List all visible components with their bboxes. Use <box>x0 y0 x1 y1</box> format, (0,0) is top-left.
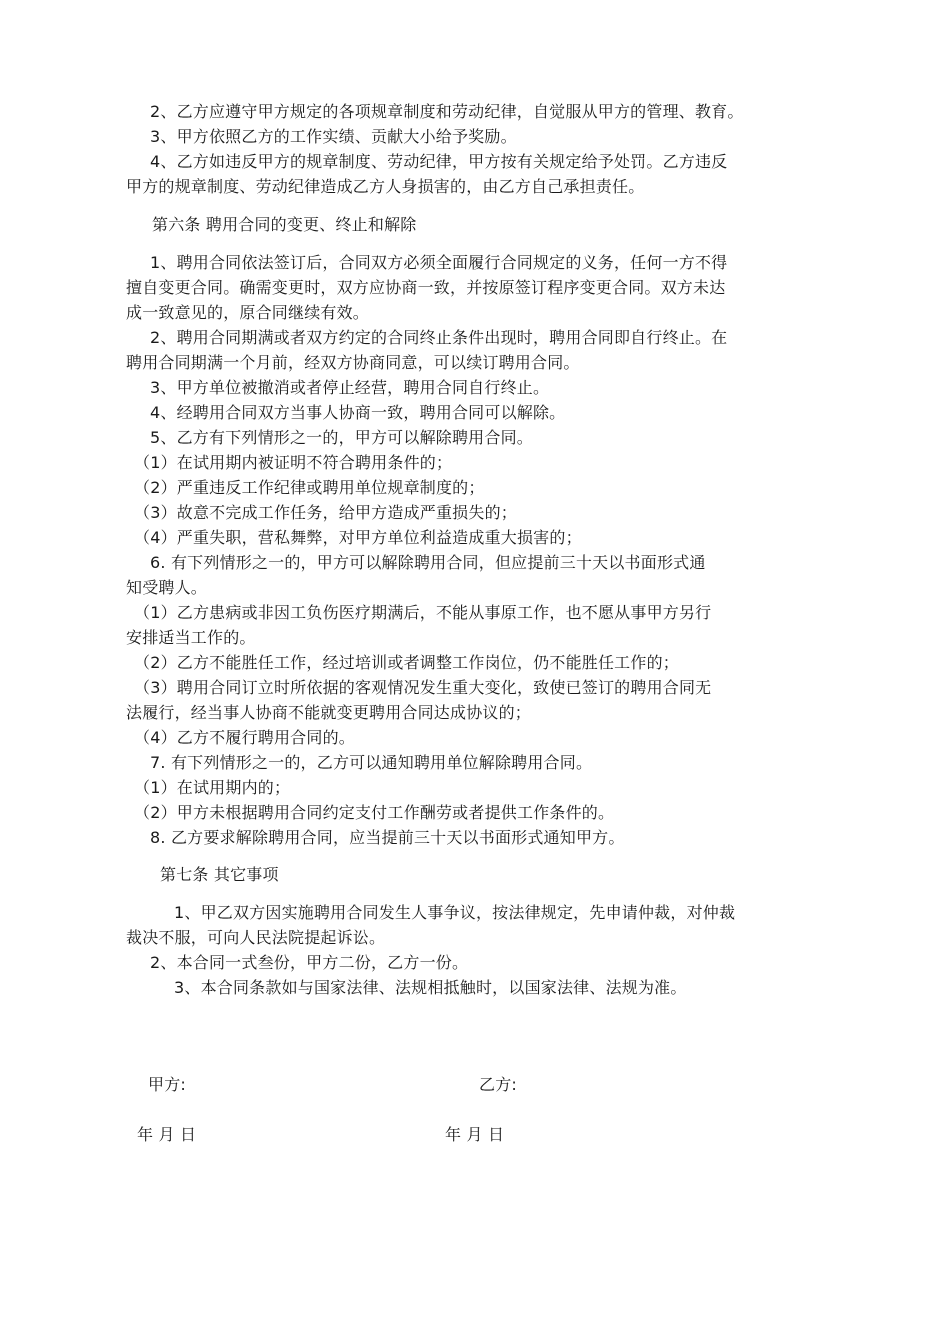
clause-6-6-item-3-cont: 法履行，经当事人协商不能就变更聘用合同达成协议的； <box>126 703 532 722</box>
clause-5-4: 4、乙方如违反甲方的规章制度、劳动纪律，甲方按有关规定给予处罚。乙方违反 <box>150 152 728 171</box>
clause-6-4: 4、经聘用合同双方当事人协商一致，聘用合同可以解除。 <box>150 403 566 422</box>
clause-6-6-item-1: （1）乙方患病或非因工负伤医疗期满后，不能从事原工作，也不愿从事甲方另行 <box>134 603 712 622</box>
clause-5-2: 2、乙方应遵守甲方规定的各项规章制度和劳动纪律，自觉服从甲方的管理、教育。 <box>150 102 744 121</box>
clause-6-5-item-4: （4）严重失职，营私舞弊，对甲方单位利益造成重大损害的； <box>134 528 582 547</box>
clause-6-6-item-3: （3）聘用合同订立时所依据的客观情况发生重大变化，致使已签订的聘用合同无 <box>134 678 712 697</box>
clause-6-7-item-1: （1）在试用期内的； <box>134 778 291 797</box>
clause-7-1-cont: 裁决不服，可向人民法院提起诉讼。 <box>126 928 386 947</box>
clause-6-8: 8. 乙方要求解除聘用合同，应当提前三十天以书面形式通知甲方。 <box>150 828 625 847</box>
clause-6-5-item-2: （2）严重违反工作纪律或聘用单位规章制度的； <box>134 478 485 497</box>
clause-6-3: 3、甲方单位被撤消或者停止经营，聘用合同自行终止。 <box>150 378 550 397</box>
clause-6-6-item-4: （4）乙方不履行聘用合同的。 <box>134 728 355 747</box>
clause-6-5-item-3: （3）故意不完成工作任务，给甲方造成严重损失的； <box>134 503 517 522</box>
clause-7-1: 1、甲乙双方因实施聘用合同发生人事争议，按法律规定，先申请仲裁，对仲裁 <box>174 903 736 922</box>
clause-6-1: 1、聘用合同依法签订后，合同双方必须全面履行合同规定的义务，任何一方不得 <box>150 253 728 272</box>
clause-6-2-cont: 聘用合同期满一个月前，经双方协商同意，可以续订聘用合同。 <box>126 353 580 372</box>
party-a-date: 年 月 日 <box>137 1125 197 1144</box>
clause-6-1-cont-b: 成一致意见的，原合同继续有效。 <box>126 303 370 322</box>
party-b-label: 乙方: <box>479 1075 517 1094</box>
clause-5-3: 3、甲方依照乙方的工作实绩、贡献大小给予奖励。 <box>150 127 517 146</box>
clause-6-5: 5、乙方有下列情形之一的，甲方可以解除聘用合同。 <box>150 428 533 447</box>
clause-6-2: 2、聘用合同期满或者双方约定的合同终止条件出现时，聘用合同即自行终止。在 <box>150 328 728 347</box>
clause-5-4-cont: 甲方的规章制度、劳动纪律造成乙方人身损害的，由乙方自己承担责任。 <box>126 177 645 196</box>
clause-6-6: 6. 有下列情形之一的，甲方可以解除聘用合同，但应提前三十天以书面形式通 <box>150 553 706 572</box>
clause-6-6-cont: 知受聘人。 <box>126 578 208 597</box>
clause-6-7-item-2: （2）甲方未根据聘用合同约定支付工作酬劳或者提供工作条件的。 <box>134 803 615 822</box>
clause-7-3: 3、本合同条款如与国家法律、法规相抵触时，以国家法律、法规为准。 <box>174 978 687 997</box>
clause-6-6-item-1-cont: 安排适当工作的。 <box>126 628 256 647</box>
clause-6-7: 7. 有下列情形之一的，乙方可以通知聘用单位解除聘用合同。 <box>150 753 593 772</box>
clause-6-6-item-2: （2）乙方不能胜任工作，经过培训或者调整工作岗位，仍不能胜任工作的； <box>134 653 679 672</box>
clause-7-2: 2、本合同一式叁份，甲方二份，乙方一份。 <box>150 953 469 972</box>
party-b-date: 年 月 日 <box>445 1125 505 1144</box>
clause-6-1-cont-a: 擅自变更合同。确需变更时，双方应协商一致，并按原签订程序变更合同。双方未达 <box>126 278 726 297</box>
article-7-heading: 第七条 其它事项 <box>160 865 279 884</box>
article-6-heading: 第六条 聘用合同的变更、终止和解除 <box>152 215 417 234</box>
party-a-label: 甲方: <box>148 1075 186 1094</box>
clause-6-5-item-1: （1）在试用期内被证明不符合聘用条件的； <box>134 453 453 472</box>
